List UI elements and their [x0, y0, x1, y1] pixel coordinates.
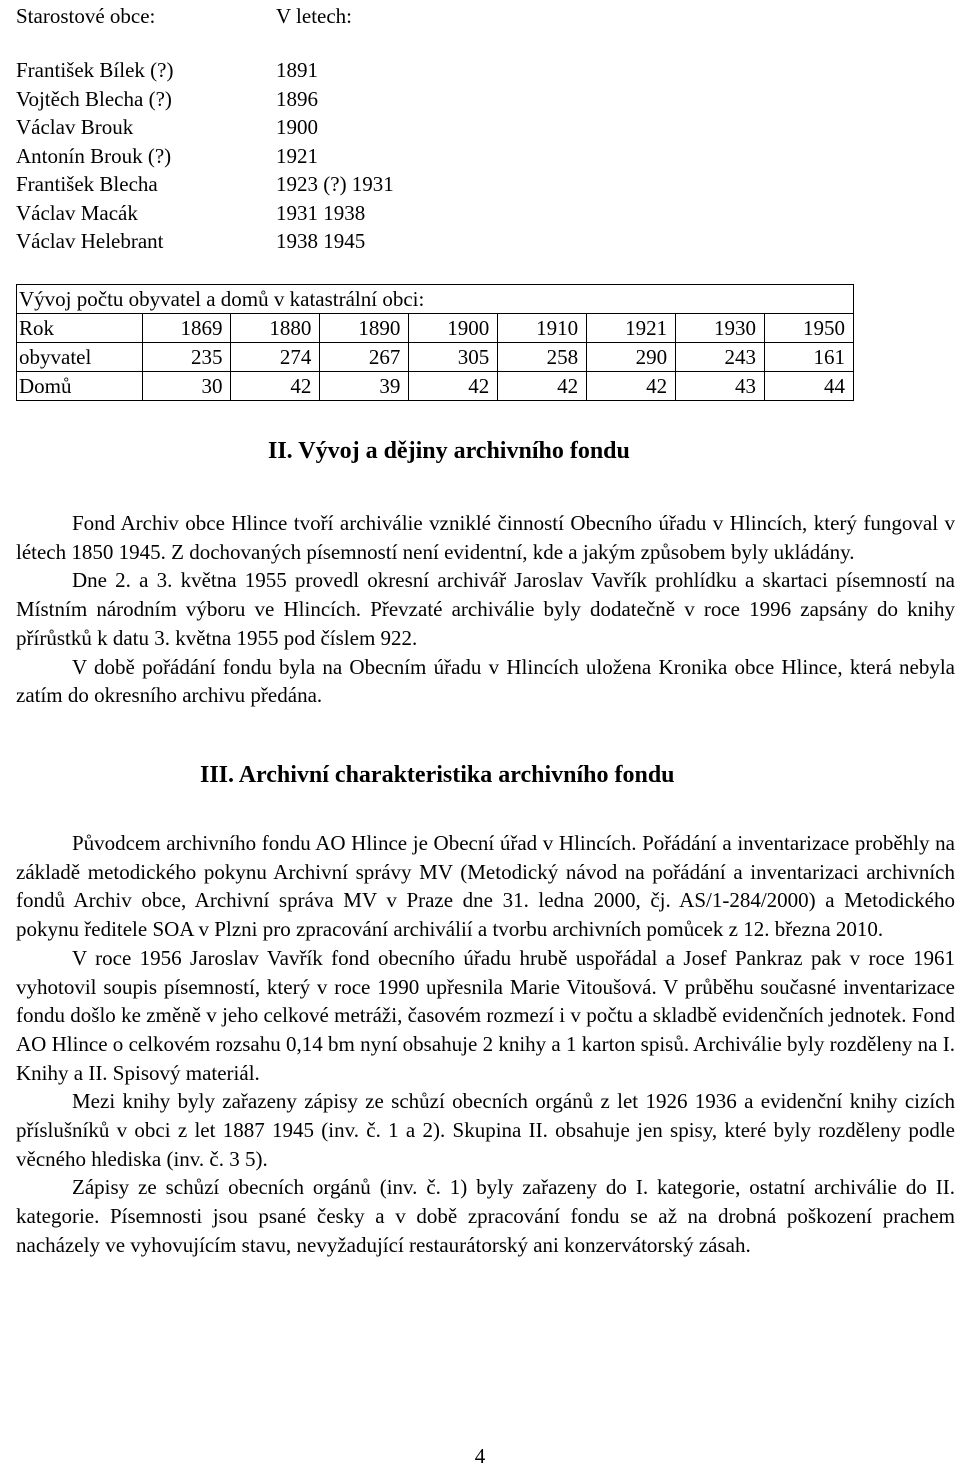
paragraph: Fond Archiv obce Hlince tvoří archiválie vzniklé činností Obecního úřadu v Hlincích, který fungoval v létech 1850 1945. Z dochovaných písemností není evidentní, kde a jakým způsobem byly ukládány. [16, 511, 955, 564]
paragraph: Zápisy ze schůzí obecních orgánů (inv. č. 1) byly zařazeny do I. kategorie, ostatní archiválie do II. kategorie. Písemnosti jsou psané česky a v době zpracování fondu se až na drobná poškození prachem nacházely ve vyhovujícím stavu, nevyžadující restaurátorský ani konzervátorský zásah. [16, 1175, 955, 1257]
table-cell: 1950 [765, 314, 854, 343]
table-cell: 235 [142, 343, 231, 372]
table-cell: 42 [409, 372, 498, 401]
table-cell: Domů [17, 372, 143, 401]
mayor-years: 1921 [276, 143, 318, 168]
section-3-heading: III. Archivní charakteristika archivního fondu [200, 762, 675, 788]
mayor-name: Václav Brouk [16, 115, 134, 139]
table-cell: 1869 [142, 314, 231, 343]
table-cell: 1910 [498, 314, 587, 343]
mayor-years: 1891 [276, 58, 318, 82]
section-3-body [16, 829, 955, 1260]
table-row-years [17, 314, 854, 343]
table-cell: 30 [142, 372, 231, 401]
mayor-row [16, 56, 616, 85]
table-title-row [17, 285, 854, 314]
table-cell: 274 [231, 343, 320, 372]
mayor-name: Václav Macák [16, 200, 138, 225]
table-cell: 243 [676, 343, 765, 372]
table-cell: 1890 [320, 314, 409, 343]
mayor-name: František Blecha [16, 172, 158, 196]
mayor-row [16, 85, 616, 114]
mayor-name: František Bílek (?) [16, 58, 174, 82]
table-cell: 44 [765, 372, 854, 401]
table-cell: 42 [231, 372, 320, 401]
section-2-body [16, 509, 955, 710]
table-row-population [17, 343, 854, 372]
mayors-header-label: Starostové obce: [16, 4, 156, 28]
table-title: Vývoj počtu obyvatel a domů v katastrální obci: [17, 285, 854, 314]
table-cell: 305 [409, 343, 498, 372]
table-cell: 267 [320, 343, 409, 372]
section-2-heading: II. Vývoj a dějiny archivního fondu [268, 438, 630, 464]
table-cell: obyvatel [17, 343, 143, 372]
table-cell: 42 [587, 372, 676, 401]
mayor-years: 1923 (?) 1931 [276, 172, 394, 196]
table-cell: Rok [17, 314, 143, 343]
table-cell: 42 [498, 372, 587, 401]
table-cell: 161 [765, 343, 854, 372]
table-cell: 290 [587, 343, 676, 372]
mayor-row [16, 227, 616, 256]
years-header-label: V letech: [276, 4, 353, 28]
table-cell: 1921 [587, 314, 676, 343]
paragraph: Dne 2. a 3. května 1955 provedl okresní archivář Jaroslav Vavřík prohlídku a skartaci písemností na Místním národním výboru ve Hlincích. Převzaté archiválie byly dodatečně v roce 1996 zapsány do knihy přírůstků k datu 3. května 1955 pod číslem 922. [16, 568, 955, 650]
mayor-row [16, 113, 616, 142]
table-cell: 1880 [231, 314, 320, 343]
table-cell: 1930 [676, 314, 765, 343]
mayor-years: 1938 1945 [276, 229, 366, 253]
paragraph: Původcem archivního fondu AO Hlince je Obecní úřad v Hlincích. Pořádání a inventarizace proběhly na základě metodického pokynu Archivní správy MV (Metodický návod na pořádání a inventarizaci archivních fondů Archiv obce, Archivní správa MV v Praze dne 31. ledna 2000, čj. AS/1-284/2000) a Metodického pokynu ředitele SOA v Plzni pro zpracování archiválií a tvorbu archivních pomůcek z 12. března 2010. [16, 831, 955, 942]
mayor-name: Vojtěch Blecha (?) [16, 86, 172, 111]
mayor-years: 1900 [276, 115, 318, 139]
mayor-row [16, 199, 616, 228]
mayors-header [16, 2, 616, 30]
paragraph: V roce 1956 Jaroslav Vavřík fond obecního úřadu hrubě uspořádal a Josef Pankraz pak v roce 1961 vyhotovil soupis písemností, který v roce 1990 upřesnila Marie Vitoušová. V průběhu současné inventarizace fondu došlo ke změně v jeho celkové metráži, časovém rozmezí i v počtu a skladbě evidenčních jednotek. Fond AO Hlince o celkovém rozsahu 0,14 bm nyní obsahuje 2 knihy a 1 karton spisů. Archiválie byly rozděleny na I. Knihy a II. Spisový materiál. [16, 945, 955, 1085]
mayor-row [16, 142, 616, 171]
paragraph: Mezi knihy byly zařazeny zápisy ze schůzí obecních orgánů z let 1926 1936 a evidenční knihy cizích příslušníků v obci z let 1887 1945 (inv. č. 1 a 2). Skupina II. obsahuje jen spisy, které byly rozděleny podle věcného hlediska (inv. č. 3 5). [16, 1089, 955, 1171]
paragraph: V době pořádání fondu byla na Obecním úřadu v Hlincích uložena Kronika obce Hlince, která nebyla zatím do okresního archivu předána. [16, 654, 955, 708]
mayors-list [16, 56, 616, 256]
table-cell: 1900 [409, 314, 498, 343]
mayor-years: 1931 1938 [276, 200, 366, 225]
table-cell: 258 [498, 343, 587, 372]
mayor-row [16, 170, 616, 199]
population-table [16, 284, 854, 401]
mayor-years: 1896 [276, 86, 318, 111]
mayor-name: Antonín Brouk (?) [16, 143, 172, 168]
mayor-name: Václav Helebrant [16, 229, 164, 253]
table-cell: 43 [676, 372, 765, 401]
page-number: 4 [474, 1444, 486, 1468]
table-cell: 39 [320, 372, 409, 401]
table-row-houses [17, 372, 854, 401]
